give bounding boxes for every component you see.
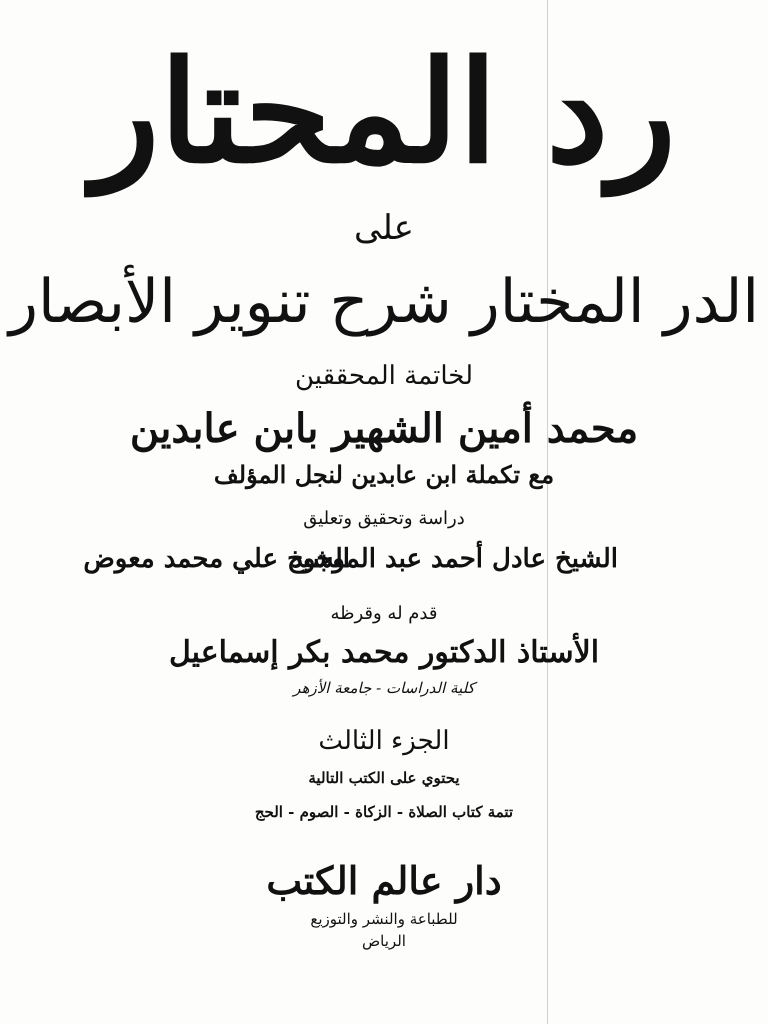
publisher-city: الرياض <box>362 932 406 950</box>
faculty-line: كلية الدراسات - جامعة الأزهر <box>293 679 475 697</box>
study-line: دراسة وتحقيق وتعليق <box>303 508 465 529</box>
professor-name: الأستاذ الدكتور محمد بكر إسماعيل <box>168 635 600 670</box>
editors-row <box>0 534 768 584</box>
presented-line: قدم له وقرظه <box>330 603 438 624</box>
editor-right: الشيخ عادل أحمد عبد الموجود <box>291 544 618 574</box>
book-subtitle: الدر المختار شرح تنوير الأبصار <box>8 267 760 337</box>
author-epithet: لخاتمة المحققين <box>294 361 473 391</box>
book-title: رد المحتار <box>91 31 677 195</box>
supplement-note: مع تكملة ابن عابدين لنجل المؤلف <box>213 460 555 489</box>
books-list: تتمة كتاب الصلاة - الزكاة - الصوم - الحج <box>254 803 514 821</box>
title-connector: على <box>354 208 414 248</box>
author-name: محمد أمين الشهير بابن عابدين <box>129 405 639 452</box>
editor-left: الشيخ علي محمد معوض <box>83 544 350 574</box>
volume-label: الجزء الثالث <box>318 726 450 756</box>
publisher-subtitle: للطباعة والنشر والتوزيع <box>310 910 458 928</box>
publisher-name: دار عالم الكتب <box>266 858 502 903</box>
contains-line: يحتوي على الكتب التالية <box>308 769 460 787</box>
